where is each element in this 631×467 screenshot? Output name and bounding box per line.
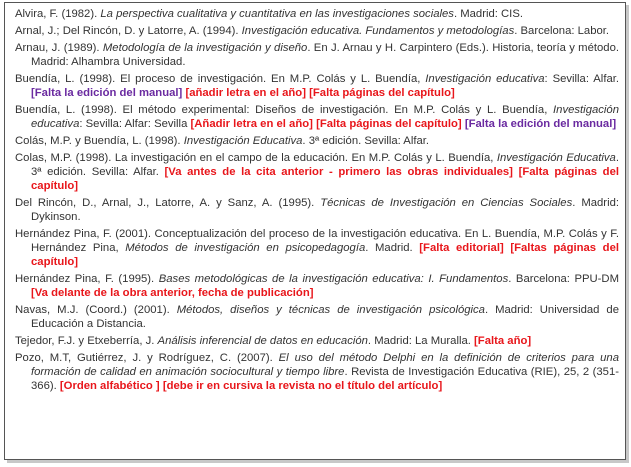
reference-entry	[15, 7, 619, 21]
reference-text: Buendía, L. (1998). El método experimental: Diseños de investigación. En M.P. Colás y L. Buendía,	[15, 104, 554, 116]
reference-text: . Barcelona: Labor.	[514, 25, 610, 37]
reference-title-italic: Investigación Educativa	[183, 135, 303, 147]
reference-entry	[15, 303, 619, 331]
reference-list	[4, 2, 626, 460]
reference-text: Buendía, L. (1998). El proceso de investigación. En M.P. Colás y L. Buendía,	[15, 73, 426, 85]
reference-text: Arnal, J.; Del Rincón, D. y Latorre, A. (1994).	[15, 25, 242, 37]
reference-text: . Madrid.	[365, 242, 420, 254]
reference-title-italic: Investigación educativa	[425, 73, 545, 85]
reference-text: : Sevilla: Alfar.	[544, 73, 620, 85]
reference-text: Alvira, F. (1982).	[15, 8, 101, 20]
reference-text: . 3ª edición. Sevilla: Alfar.	[302, 135, 430, 147]
reference-text: Colás, M.P. y Buendía, L. (1998).	[15, 135, 184, 147]
reference-entry	[15, 151, 619, 193]
reference-title-italic: Investigación educativa	[31, 104, 619, 130]
reference-title-italic: Bases metodológicas de la investigación educativa: I. Fundamentos	[158, 273, 509, 285]
correction-note: [Faltas páginas del capítulo]	[31, 242, 620, 268]
correction-note: [Falta páginas del capítulo]	[309, 87, 455, 99]
reference-title-italic: Métodos, diseños y técnicas de investigación psicológica	[176, 304, 485, 316]
reference-entry	[15, 334, 619, 348]
correction-note: [Falta páginas del capítulo]	[316, 118, 462, 130]
correction-note-edition: [Falta la edición del manual]	[31, 87, 183, 99]
reference-text: Hernández Pina, F. (2001). Conceptualización del proceso de la investigación educativa. En L. Buendía, M.P. Colás y F. Hernández Pina,	[15, 228, 619, 254]
correction-note: [Va delante de la obra anterior, fecha de publicación]	[31, 287, 314, 299]
reference-text: Del Rincón, D., Arnal, J., Latorre, A. y Sanz, A. (1995).	[15, 197, 321, 209]
reference-entry	[15, 227, 619, 269]
correction-note: [añadir letra en el año]	[185, 87, 306, 99]
reference-title-italic: El uso del método Delphi en la definición de criterios para una formación de calidad en animación sociocultural y tiempo libre	[31, 352, 619, 378]
reference-text: . Revista de Investigación Educativa (RIE), 25, 2 (351-366).	[31, 366, 619, 392]
reference-entry	[15, 351, 619, 393]
correction-note: [Falta año]	[474, 335, 532, 347]
reference-entry	[15, 272, 619, 300]
reference-entry	[15, 72, 619, 100]
reference-title-italic: Análisis inferencial de datos en educación	[157, 335, 368, 347]
reference-text: Tejedor, F.J. y Etxeberría, J.	[15, 335, 158, 347]
correction-note: [debe ir en cursiva la revista no el título del artículo]	[162, 380, 443, 392]
reference-entry	[15, 41, 619, 69]
reference-title-italic: Métodos de investigación en psicopedagogía	[125, 242, 366, 254]
reference-text: Colas, M.P. (1998). La investigación en el campo de la educación. En M.P. Colás y L. Buendía,	[15, 152, 497, 164]
reference-entry	[15, 24, 619, 38]
reference-text: Navas, M.J. (Coord.) (2001).	[15, 304, 177, 316]
reference-title-italic: La perspectiva cualitativa y cuantitativa en las investigaciones sociales	[100, 8, 454, 20]
correction-note: [Va antes de la cita anterior - primero las obras individuales]	[164, 166, 513, 178]
reference-text: . Madrid: La Muralla.	[367, 335, 475, 347]
correction-note-edition: [Falta la edición del manual]	[464, 118, 617, 130]
reference-text: : Sevilla: Alfar: Sevilla	[79, 118, 191, 130]
reference-text: . Madrid: Dykinson.	[31, 197, 619, 223]
reference-title-italic: Técnicas de Investigación en Ciencias Sociales	[320, 197, 573, 209]
reference-entry	[15, 103, 619, 131]
reference-text: . En J. Arnau y H. Carpintero (Eds.). Historia, teoría y método. Madrid: Alhambra Universidad.	[31, 42, 619, 68]
reference-title-italic: Metodología de la investigación y diseño	[102, 42, 308, 54]
reference-entry	[15, 196, 619, 224]
reference-text: Pozo, M.T, Gutiérrez, J. y Rodríguez, C. (2007).	[15, 352, 279, 364]
reference-text: Arnau, J. (1989).	[15, 42, 103, 54]
reference-text: Hernández Pina, F. (1995).	[15, 273, 159, 285]
correction-note: [Falta páginas del capítulo]	[31, 166, 620, 192]
reference-title-italic: Investigación Educativa	[496, 152, 616, 164]
correction-note: [Añadir letra en el año]	[190, 118, 313, 130]
reference-entry	[15, 134, 619, 148]
correction-note: [Orden alfabético ]	[59, 380, 160, 392]
reference-text: . 3ª edición. Sevilla: Alfar.	[31, 152, 619, 178]
reference-text: . Madrid: CIS.	[453, 8, 523, 20]
reference-text: . Barcelona: PPU-DM	[508, 273, 620, 285]
reference-title-italic: Investigación educativa. Fundamentos y metodologías	[241, 25, 515, 37]
reference-text: . Madrid: Universidad de Educación a Distancia.	[31, 304, 619, 330]
correction-note: [Falta editorial]	[419, 242, 504, 254]
